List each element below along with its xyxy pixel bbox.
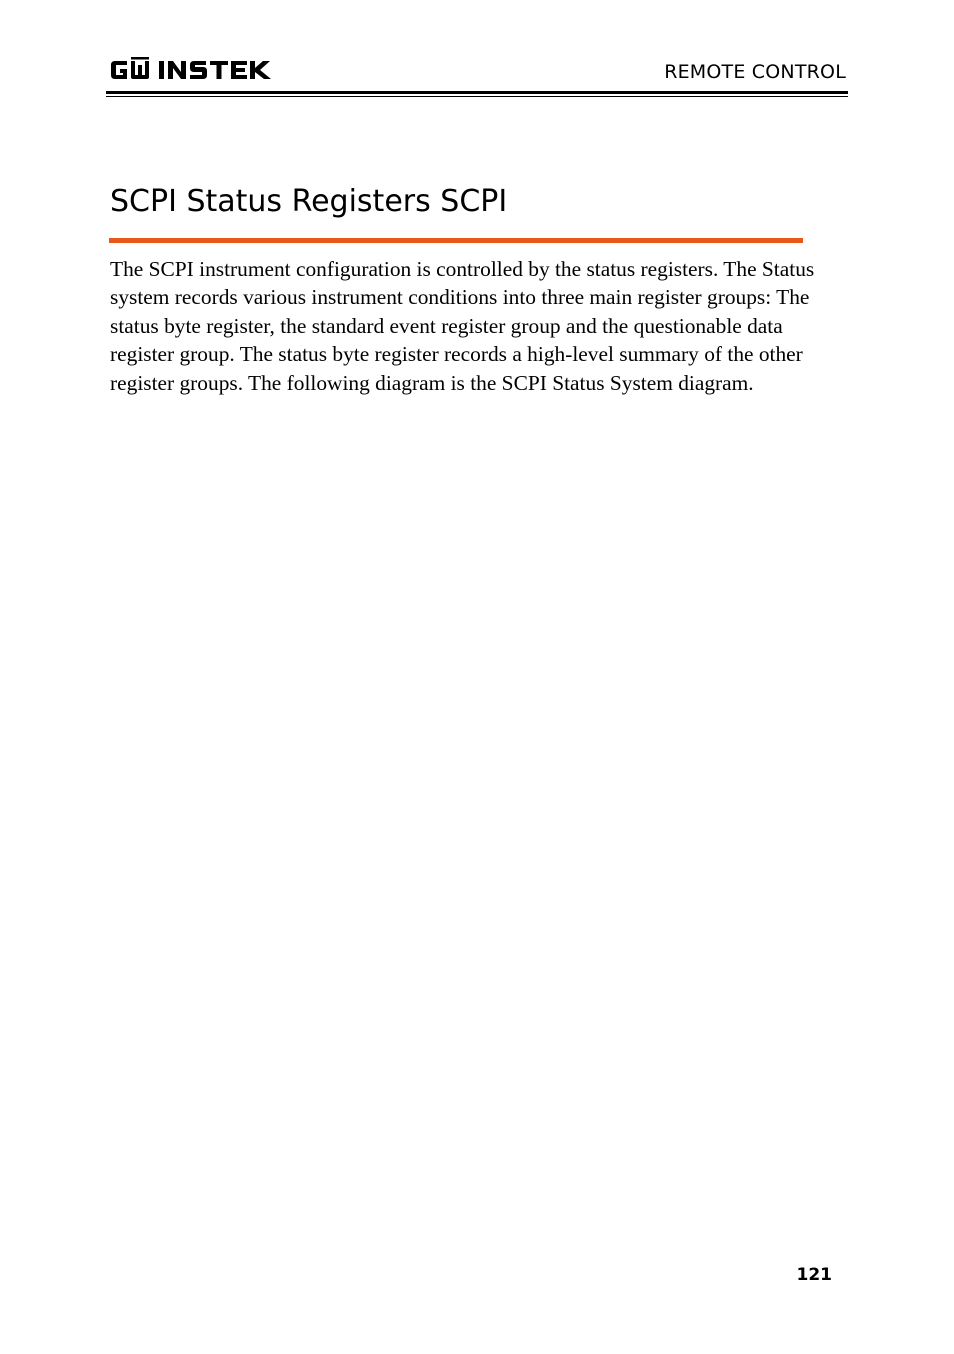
header-divider-thick (106, 91, 848, 94)
header-divider-thin (106, 96, 848, 97)
body-paragraph: The SCPI instrument configuration is controlled by the status registers. The Status system records various instrument conditions into three main register groups: The status byte register, the standard event register group and the questionable data register group. The status byte register records a high-level summary of the other register groups. The following diagram is the SCPI Status System diagram. (110, 257, 815, 395)
brand-logo (109, 55, 279, 85)
page-number: 121 (796, 1265, 832, 1285)
section-label: REMOTE CONTROL (664, 61, 846, 83)
page-title: SCPI Status Registers SCPI (110, 184, 508, 219)
title-underline (109, 238, 803, 243)
